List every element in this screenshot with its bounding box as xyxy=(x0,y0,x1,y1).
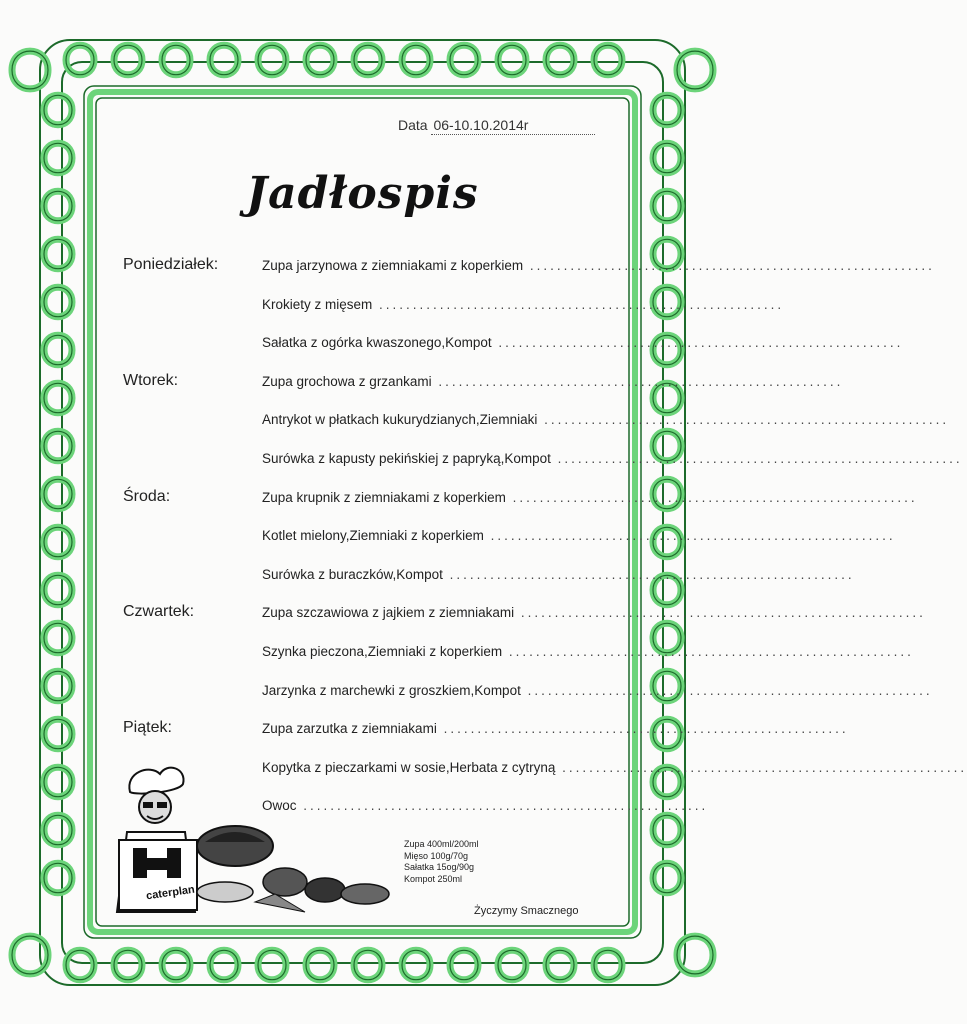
portion-line: Sałatka 15og/90g xyxy=(404,862,475,872)
meal-item xyxy=(262,644,914,659)
date-field xyxy=(398,117,595,135)
dotted-leader: ............................................................ xyxy=(520,682,933,698)
meal-item xyxy=(262,605,926,621)
dotted-leader: ............................................................ xyxy=(523,258,935,273)
meal-item xyxy=(262,451,963,466)
meal-item xyxy=(262,721,849,737)
date-value: 06-10.10.2014r xyxy=(431,117,595,135)
meal-item xyxy=(262,373,844,389)
day-label: Piątek: xyxy=(123,719,172,737)
portion-line: Zupa 400ml/200ml xyxy=(404,839,479,849)
closing-wish: Życzymy Smacznego xyxy=(474,905,579,917)
meal-text: Jarzynka z marchewki z groszkiem,Kompot xyxy=(262,682,521,698)
meal-text: Surówka z kapusty pekińskiej z papryką,Kompot xyxy=(262,451,551,466)
meal-text: Zupa szczawiowa z jajkiem z ziemniakami xyxy=(262,605,515,621)
meal-text: Kopytka z pieczarkami w sosie,Herbata z cytryną xyxy=(262,759,556,775)
caterplan-logo: caterplan xyxy=(145,883,196,903)
meal-text: Zupa jarzynowa z ziemniakami z koperkiem xyxy=(262,258,524,273)
meal-text: Szynka pieczona,Ziemniaki z koperkiem xyxy=(262,644,503,659)
date-label: Data xyxy=(398,117,428,133)
meal-item xyxy=(262,335,904,351)
dotted-leader: ............................................................ xyxy=(296,798,709,814)
dotted-leader: ............................................................ xyxy=(431,373,844,389)
portion-line: Mięso 100g/70g xyxy=(404,850,469,861)
dotted-leader: ............................................................ xyxy=(555,759,967,775)
dotted-leader: ............................................................ xyxy=(491,335,904,351)
meal-text: Zupa krupnik z ziemniakami z koperkiem xyxy=(262,489,506,505)
meal-text: Zupa grochowa z grzankami xyxy=(262,373,432,389)
dotted-leader: ............................................................ xyxy=(514,605,926,621)
day-label: Czwartek: xyxy=(123,603,195,621)
meal-item xyxy=(262,682,933,698)
meal-text: Kotlet mielony,Ziemniaki z koperkiem xyxy=(262,528,484,544)
dotted-leader: ............................................................ xyxy=(550,451,963,466)
dotted-leader: ............................................................ xyxy=(442,566,855,582)
meal-item xyxy=(262,528,896,544)
meal-item xyxy=(262,258,935,273)
meal-text: Owoc xyxy=(262,798,297,814)
meal-item xyxy=(262,296,785,312)
meal-text: Krokiety z mięsem xyxy=(262,296,373,312)
portion-line: Kompot 250ml xyxy=(404,873,463,884)
meal-text: Surówka z buraczków,Kompot xyxy=(262,566,443,582)
meal-text: Sałatka z ogórka kwaszonego,Kompot xyxy=(262,335,492,351)
dotted-leader: ............................................................ xyxy=(372,296,785,312)
dotted-leader: ............................................................ xyxy=(502,644,914,659)
meal-item xyxy=(262,412,950,428)
meal-text: Antrykot w płatkach kukurydzianych,Ziemniaki xyxy=(262,412,538,428)
dotted-leader: ............................................................ xyxy=(505,489,918,505)
dotted-leader: ............................................................ xyxy=(436,721,849,737)
day-label: Wtorek: xyxy=(123,371,179,389)
dotted-leader: ............................................................ xyxy=(537,412,950,428)
meal-item xyxy=(262,566,855,582)
day-label: Poniedziałek: xyxy=(123,256,219,273)
meal-item xyxy=(262,489,918,505)
portion-info xyxy=(404,839,479,885)
page-title: Jadłospis xyxy=(246,168,479,219)
dotted-leader: ............................................................ xyxy=(483,528,896,544)
day-label: Środa: xyxy=(123,487,171,505)
meal-text: Zupa zarzutka z ziemniakami xyxy=(262,721,437,737)
